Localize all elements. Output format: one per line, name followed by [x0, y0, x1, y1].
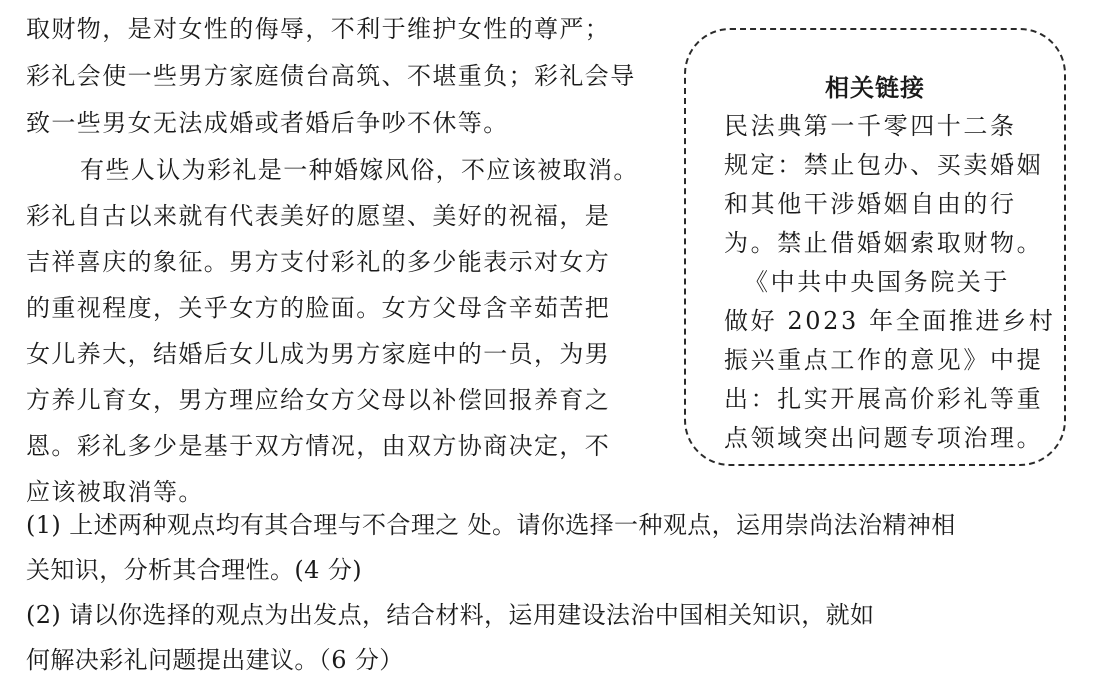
related-link-line: 规定：禁止包办、买卖婚姻: [724, 151, 1044, 179]
passage-line: 方养儿育女，男方理应给女方父母以补偿回报养育之: [26, 386, 611, 414]
question-2-line-1: (2) 请以你选择的观点为出发点，结合材料，运用建设法治中国相关知识，就如: [26, 601, 875, 629]
passage-line: 的重视程度，关乎女方的脸面。女方父母含辛茹苦把: [26, 294, 611, 322]
passage-line: 彩礼自古以来就有代表美好的愿望、美好的祝福，是: [26, 202, 611, 230]
related-link-line: 《中共中央国务院关于: [744, 268, 1010, 296]
passage-line: 恩。彩礼多少是基于双方情况，由双方协商决定，不: [26, 432, 611, 460]
related-link-line: 做好 2023 年全面推进乡村: [724, 307, 1056, 335]
related-link-line: 民法典第一千零四十二条: [724, 112, 1017, 140]
related-link-line: 振兴重点工作的意见》中提: [724, 346, 1044, 374]
related-link-box: [684, 28, 1066, 466]
related-link-title: 相关链接: [825, 73, 925, 102]
passage-line: 彩礼会使一些男方家庭债台高筑、不堪重负；彩礼会导: [26, 62, 636, 90]
passage-line: 取财物，是对女性的侮辱，不利于维护女性的尊严；: [26, 15, 611, 43]
question-1-line-1: (1) 上述两种观点均有其合理与不合理之 处。请你选择一种观点，运用崇尚法治精神相: [26, 511, 956, 539]
passage-line: 致一些男女无法成婚或者婚后争吵不休等。: [26, 109, 509, 137]
question-2-line-2: 何解决彩礼问题提出建议。（6 分）: [26, 646, 404, 674]
related-link-line: 为。禁止借婚姻索取财物。: [724, 229, 1044, 257]
related-link-line: 出：扎实开展高价彩礼等重: [724, 385, 1044, 413]
related-link-line: 和其他干涉婚姻自由的行: [724, 190, 1017, 218]
related-link-line: 点领域突出问题专项治理。: [724, 424, 1044, 452]
passage-line: 有些人认为彩礼是一种婚嫁风俗，不应该被取消。: [80, 156, 639, 184]
passage-line: 应该被取消等。: [26, 478, 204, 506]
passage-line: 女儿养大，结婚后女儿成为男方家庭中的一员，为男: [26, 340, 611, 368]
passage-line: 吉祥喜庆的象征。男方支付彩礼的多少能表示对女方: [26, 248, 611, 276]
question-1-line-2: 关知识，分析其合理性。(4 分): [26, 556, 363, 584]
